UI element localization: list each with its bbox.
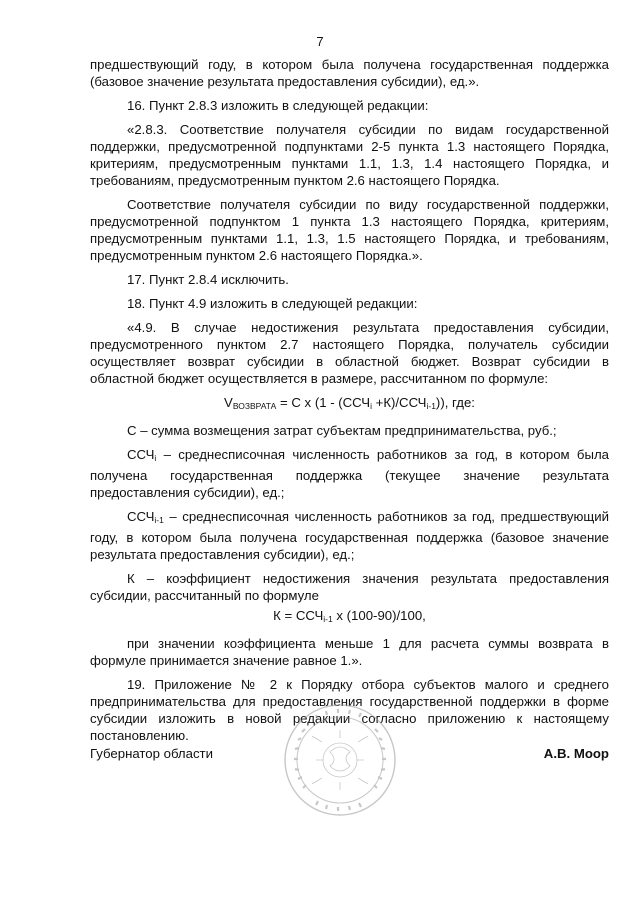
page-number: 7	[316, 34, 324, 49]
definition-c: С – сумма возмещения затрат субъектам предпринимательства, руб.;	[127, 423, 557, 438]
paragraph-16-quote-2: Соответствие получателя субсидии по виду государственной поддержки, предусмотренной подпунктом 1 пункта 1.3 настоящего Порядка, критериям, предусмотренным пунктами 1.1, 1.3, 1.5 настоящего Порядка, и требованиям, предусмотренным пунктом 2.6 настоящего Порядка.».	[90, 197, 609, 263]
paragraph-18-quote: «4.9. В случае недостижения результата предоставления субсидии, предусмотренного пунктом 2.7 настоящего Порядка, получатель субсидии осуществляет возврат субсидии в областной бюджет. Возврат субсидии в областной бюджет осуществляется в размере, рассчитанном по формуле:	[90, 320, 609, 386]
formula-k	[90, 607, 609, 628]
paragraph-16-quote-1: «2.8.3. Соответствие получателя субсидии по видам государственной поддержки, предусмотренной подпунктами 2-5 пункта 1.3 настоящего Порядка, критериям, предусмотренным пунктами 1.1, 1.3, 1.4 настоящего Порядка, и требованиям, предусмотренным пунктом 2.6 настоящего Порядка.	[90, 122, 609, 188]
formula-k-head: К = ССЧ	[273, 608, 324, 623]
signature-block	[90, 745, 609, 765]
signatory-name: А.В. Моор	[543, 746, 609, 761]
formula-v-sub: ВОЗВРАТА	[232, 401, 277, 411]
definition-k: К – коэффициент недостижения значения результата предоставления субсидии, рассчитанный по формуле	[90, 571, 609, 603]
definition-ssch-i	[90, 446, 609, 501]
paragraph-continuation: предшествующий году, в котором была получена государственная поддержка (базовое значение результата предоставления субсидии), ед.».	[90, 57, 609, 89]
paragraph-note: при значении коэффициента меньше 1 для расчета суммы возврата в формуле принимается значение равное 1.».	[90, 636, 609, 668]
formula-refund	[90, 394, 609, 415]
definition-text: – среднесписочная численность работников за год, предшествующий году, в котором была получена государственная поддержка (базовое значение результата предоставления субсидии), ед.;	[90, 509, 609, 562]
document-body	[90, 56, 609, 751]
definition-ssch-i1	[90, 508, 609, 563]
formula-tail: )), где:	[435, 395, 475, 410]
formula-mid2: +К)/ССЧ	[371, 395, 427, 410]
signatory-position: Губернатор области	[90, 746, 213, 761]
formula-k-tail: х (100-90)/100,	[332, 608, 426, 623]
formula-k-sub: i-1	[323, 614, 333, 624]
formula-i1-sub: i-1	[426, 401, 436, 411]
paragraph-17: 17. Пункт 2.8.4 исключить.	[127, 272, 289, 287]
paragraph-19: 19. Приложение № 2 к Порядку отбора субъектов малого и среднего предпринимательства для предоставления государственной поддержки в форме субсидии изложить в новой редакции согласно приложению к настоящему постановлению.	[90, 677, 609, 743]
paragraph-18: 18. Пункт 4.9 изложить в следующей редакции:	[127, 296, 418, 311]
term-ssch-sub: i	[154, 453, 157, 463]
formula-v: V	[224, 395, 233, 410]
formula-mid: = С х (1 - (ССЧ	[276, 395, 371, 410]
definition-text: – среднесписочная численность работников за год, в котором была получена государственная поддержка (текущее значение результата предоставления субсидии), ед.;	[90, 447, 609, 500]
formula-i-sub: i	[370, 401, 372, 411]
term-ssch: ССЧ	[127, 509, 155, 524]
term-ssch-sub: i-1	[154, 515, 164, 525]
paragraph-16: 16. Пункт 2.8.3 изложить в следующей редакции:	[127, 98, 429, 113]
term-ssch: ССЧ	[127, 447, 155, 462]
